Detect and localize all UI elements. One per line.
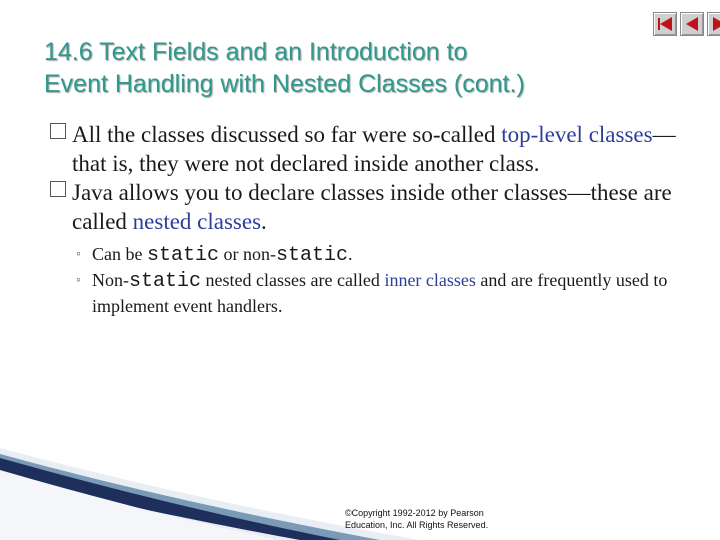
sub-bullet-paragraph: ◦ Can be static or non-static. — [76, 244, 353, 267]
circle-bullet-icon: ◦ — [76, 273, 81, 288]
next-slide-icon — [710, 15, 720, 33]
code-static: static — [276, 244, 349, 267]
term-nested-classes: nested classes — [132, 209, 262, 234]
slide-title — [44, 36, 684, 100]
sub-bullet-paragraph: ◦ Non-static nested classes are called inner classes and are frequently used to implement event handlers. — [76, 270, 668, 316]
bullet-paragraph: All the classes discussed so far were so-called top-level classes—that is, they were not declared inside another class. — [50, 120, 690, 178]
first-slide-icon — [656, 15, 674, 33]
slide-body — [50, 120, 690, 319]
code-static: static — [146, 244, 219, 267]
code-static: static — [129, 270, 202, 293]
term-top-level-classes: top-level classes — [501, 122, 653, 147]
slide-navigation — [653, 12, 720, 36]
next-slide-button[interactable] — [707, 12, 720, 36]
slide-title-line2: Event Handling with Nested Classes (cont.) — [44, 70, 525, 98]
term-inner-classes: inner classes — [384, 270, 476, 290]
circle-bullet-icon: ◦ — [76, 247, 81, 262]
copyright-notice: ©Copyright 1992-2012 by Pearson Education, Inc. All Rights Reserved. — [345, 508, 489, 530]
square-bullet-icon — [50, 123, 66, 139]
square-bullet-icon — [50, 181, 66, 197]
first-slide-button[interactable] — [653, 12, 677, 36]
slide-title-line1: 14.6 Text Fields and an Introduction to — [44, 38, 468, 66]
previous-slide-button[interactable] — [680, 12, 704, 36]
previous-slide-icon — [683, 15, 701, 33]
bullet-paragraph: Java allows you to declare classes inside other classes—these are called nested classes. — [50, 178, 690, 236]
